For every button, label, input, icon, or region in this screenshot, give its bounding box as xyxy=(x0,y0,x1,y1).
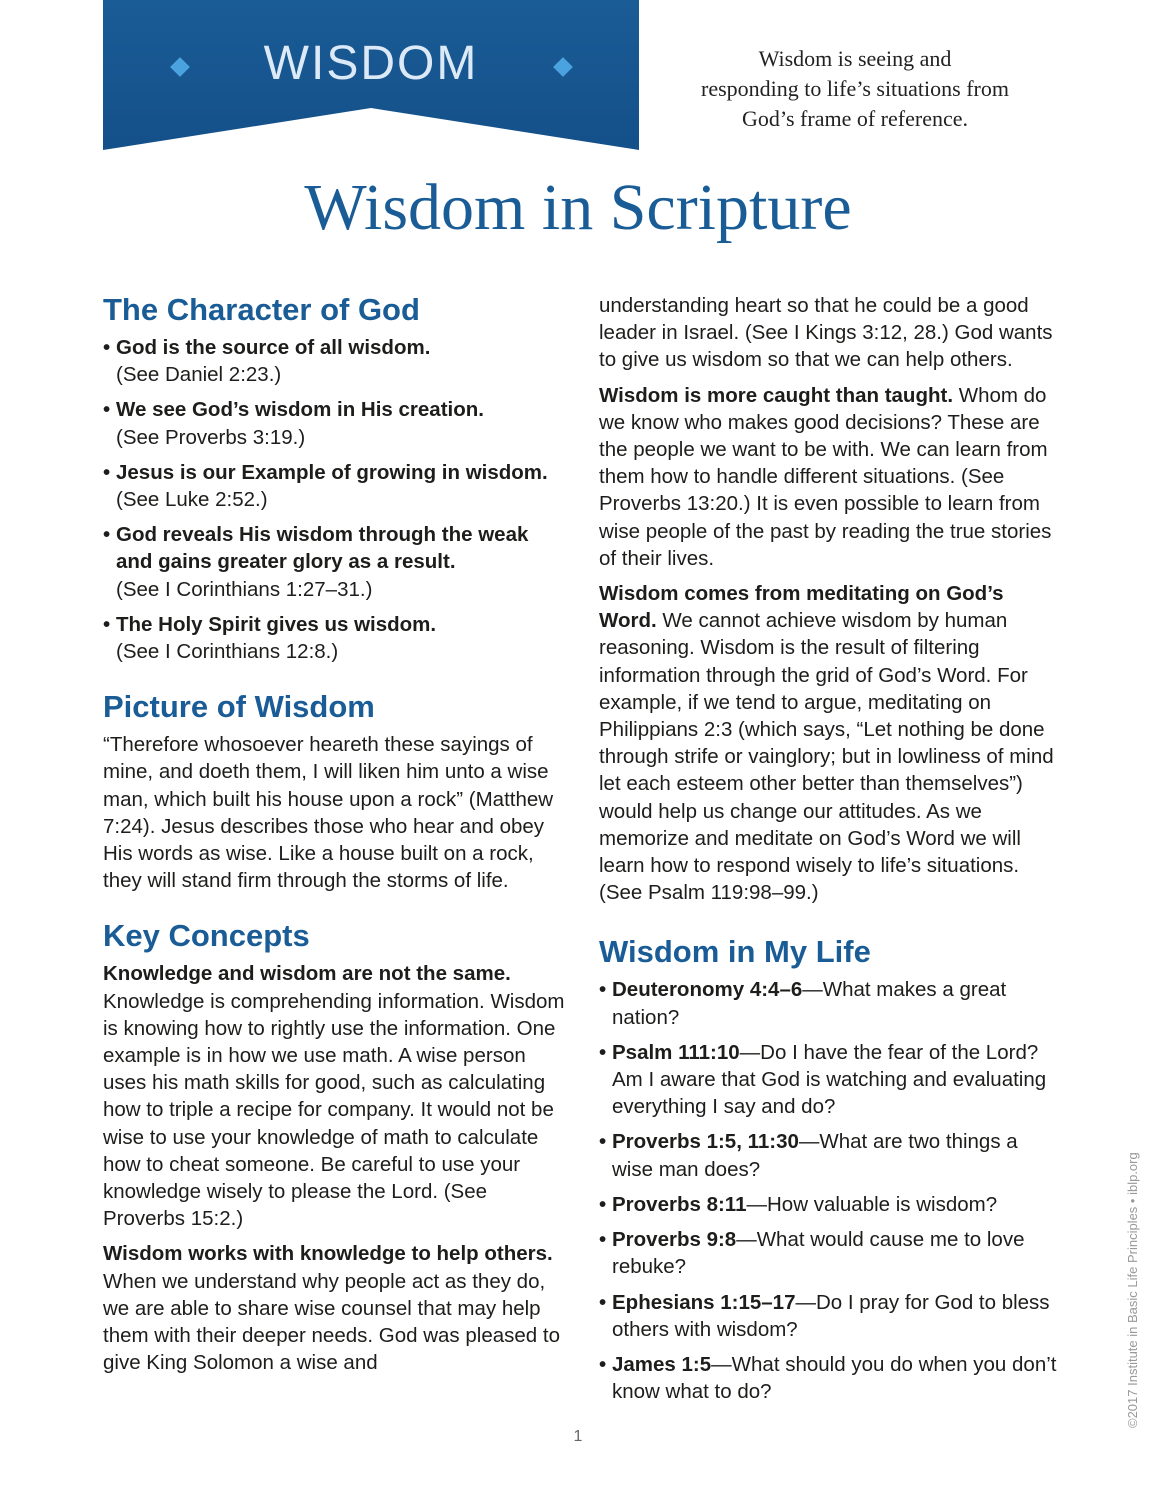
concept-bold: Wisdom comes from meditating on God’s Word. xyxy=(599,582,1004,633)
scripture-question: —What would cause me to love rebuke? xyxy=(612,1228,1025,1279)
list-item xyxy=(599,1039,1059,1121)
bullet-ref: (See Proverbs 3:19.) xyxy=(116,425,306,449)
tagline-line: God’s frame of reference. xyxy=(742,106,968,131)
concept-text: When we understand why people act as they do, we are able to share wise counsel that may help them with their deeper needs. God was pleased to give King Solomon a wise and xyxy=(103,1269,560,1375)
list-item xyxy=(103,396,565,450)
list-item xyxy=(103,521,565,603)
banner-title: WISDOM xyxy=(263,37,479,90)
list-item xyxy=(599,1351,1059,1405)
scripture-question: —How valuable is wisdom? xyxy=(746,1192,998,1216)
concept-bold: Wisdom works with knowledge to help others. xyxy=(103,1242,553,1266)
section-heading-character: The Character of God xyxy=(103,292,420,327)
scripture-question: —What should you do when you don’t know what to do? xyxy=(612,1352,1057,1404)
concept-bold: Wisdom is more caught than taught. xyxy=(599,383,954,407)
tagline-line: Wisdom is seeing and xyxy=(758,46,952,71)
concept-text: Whom do we know who makes good decisions? These are the people we want to be with. We can learn from them how to handle different situations. (See Proverbs 13:20.) It is even possible to learn from wise people of the past by reading the true stories of their lives. xyxy=(599,383,1052,570)
section-heading-picture: Picture of Wisdom xyxy=(103,689,375,725)
list-item xyxy=(599,1226,1059,1280)
section-heading-concepts: Key Concepts xyxy=(103,918,310,954)
copyright-credit: ©2017 Institute in Basic Life Principles • iblp.org xyxy=(1125,1152,1140,1428)
list-item xyxy=(599,1128,1059,1182)
bullet-bold: We see God’s wisdom in His creation. xyxy=(116,398,484,422)
concept-paragraph xyxy=(103,1240,565,1376)
bullet-bold: Jesus is our Example of growing in wisdom. xyxy=(116,460,548,484)
concept-text: Knowledge is comprehending information. Wisdom is knowing how to rightly use the information. One example is in how we use math. A wise person uses his math skills for good, such as calculating how to triple a recipe for company. It would not be wise to use your knowledge of math to calculate how to cheat someone. Be careful to use your knowledge wisely to please the Lord. (See Proverbs 15:2.) xyxy=(103,989,565,1231)
list-item xyxy=(599,1191,1059,1218)
concept-paragraph xyxy=(103,960,565,1232)
concept-paragraph xyxy=(599,382,1059,572)
scripture-ref: James 1:5 xyxy=(612,1352,712,1376)
bullet-ref: (See Daniel 2:23.) xyxy=(116,363,282,387)
right-column xyxy=(599,292,1059,1413)
bullet-bold: The Holy Spirit gives us wisdom. xyxy=(116,612,437,636)
page-title: Wisdom in Scripture xyxy=(304,171,852,244)
list-item xyxy=(599,976,1059,1030)
scripture-question: —Do I pray for God to bless others with wisdom? xyxy=(612,1290,1050,1341)
scripture-ref: Proverbs 1:5, 11:30 xyxy=(612,1130,799,1154)
scripture-question: —Do I have the fear of the Lord? Am I aware that God is watching and evaluating everything I say and do? xyxy=(612,1040,1047,1119)
concept-paragraph xyxy=(599,580,1059,906)
list-item xyxy=(103,334,565,388)
bullet-ref: (See Luke 2:52.) xyxy=(116,488,268,512)
scripture-question: —What are two things a wise man does? xyxy=(612,1130,1018,1181)
section-heading-my-life: Wisdom in My Life xyxy=(599,934,871,970)
scripture-ref: Proverbs 9:8 xyxy=(612,1228,737,1252)
list-item xyxy=(599,1289,1059,1343)
bullet-bold: God reveals His wisdom through the weak and gains greater glory as a result. xyxy=(116,523,529,574)
list-item xyxy=(103,611,565,665)
scripture-ref: Psalm 111:10 xyxy=(612,1040,740,1064)
list-item xyxy=(103,459,565,513)
concept-bold: Knowledge and wisdom are not the same. xyxy=(103,962,511,986)
concept-text: We cannot achieve wisdom by human reasoning. Wisdom is the result of filtering information through the grid of God’s Word. For example, if we tend to argue, meditating on Philippians 2:3 (which says, “Let nothing be done through strife or vainglory; but in lowliness of mind let each esteem other better than themselves”) would help us change our attitudes. As we memorize and meditate on God’s Word we will learn how to respond wisely to life’s situations. (See Psalm 119:98–99.) xyxy=(599,609,1054,905)
picture-paragraph: “Therefore whosoever heareth these sayings of mine, and doeth them, I will liken him unto a wise man, which built his house upon a rock” (Matthew 7:24). Jesus describes those who hear and obey His words as wise. Like a house built on a rock, they will stand firm through the storms of life. xyxy=(103,733,554,893)
scripture-question: —What makes a great nation? xyxy=(612,978,1007,1029)
bullet-bold: God is the source of all wisdom. xyxy=(116,336,431,359)
tagline xyxy=(670,44,1040,134)
page-number: 1 xyxy=(573,1428,583,1445)
left-column xyxy=(103,290,565,1385)
scripture-ref: Ephesians 1:15–17 xyxy=(612,1290,796,1314)
concept-paragraph-continued: understanding heart so that he could be a good leader in Israel. (See I Kings 3:12, 28.) God wants to give us wisdom so that we can help others. xyxy=(599,294,1053,372)
scripture-ref: Proverbs 8:11 xyxy=(612,1192,747,1216)
scripture-ref: Deuteronomy 4:4–6 xyxy=(612,978,803,1002)
tagline-line: responding to life’s situations from xyxy=(701,76,1009,101)
bullet-ref: (See I Corinthians 12:8.) xyxy=(116,640,339,664)
bullet-ref: (See I Corinthians 1:27–31.) xyxy=(116,577,373,601)
